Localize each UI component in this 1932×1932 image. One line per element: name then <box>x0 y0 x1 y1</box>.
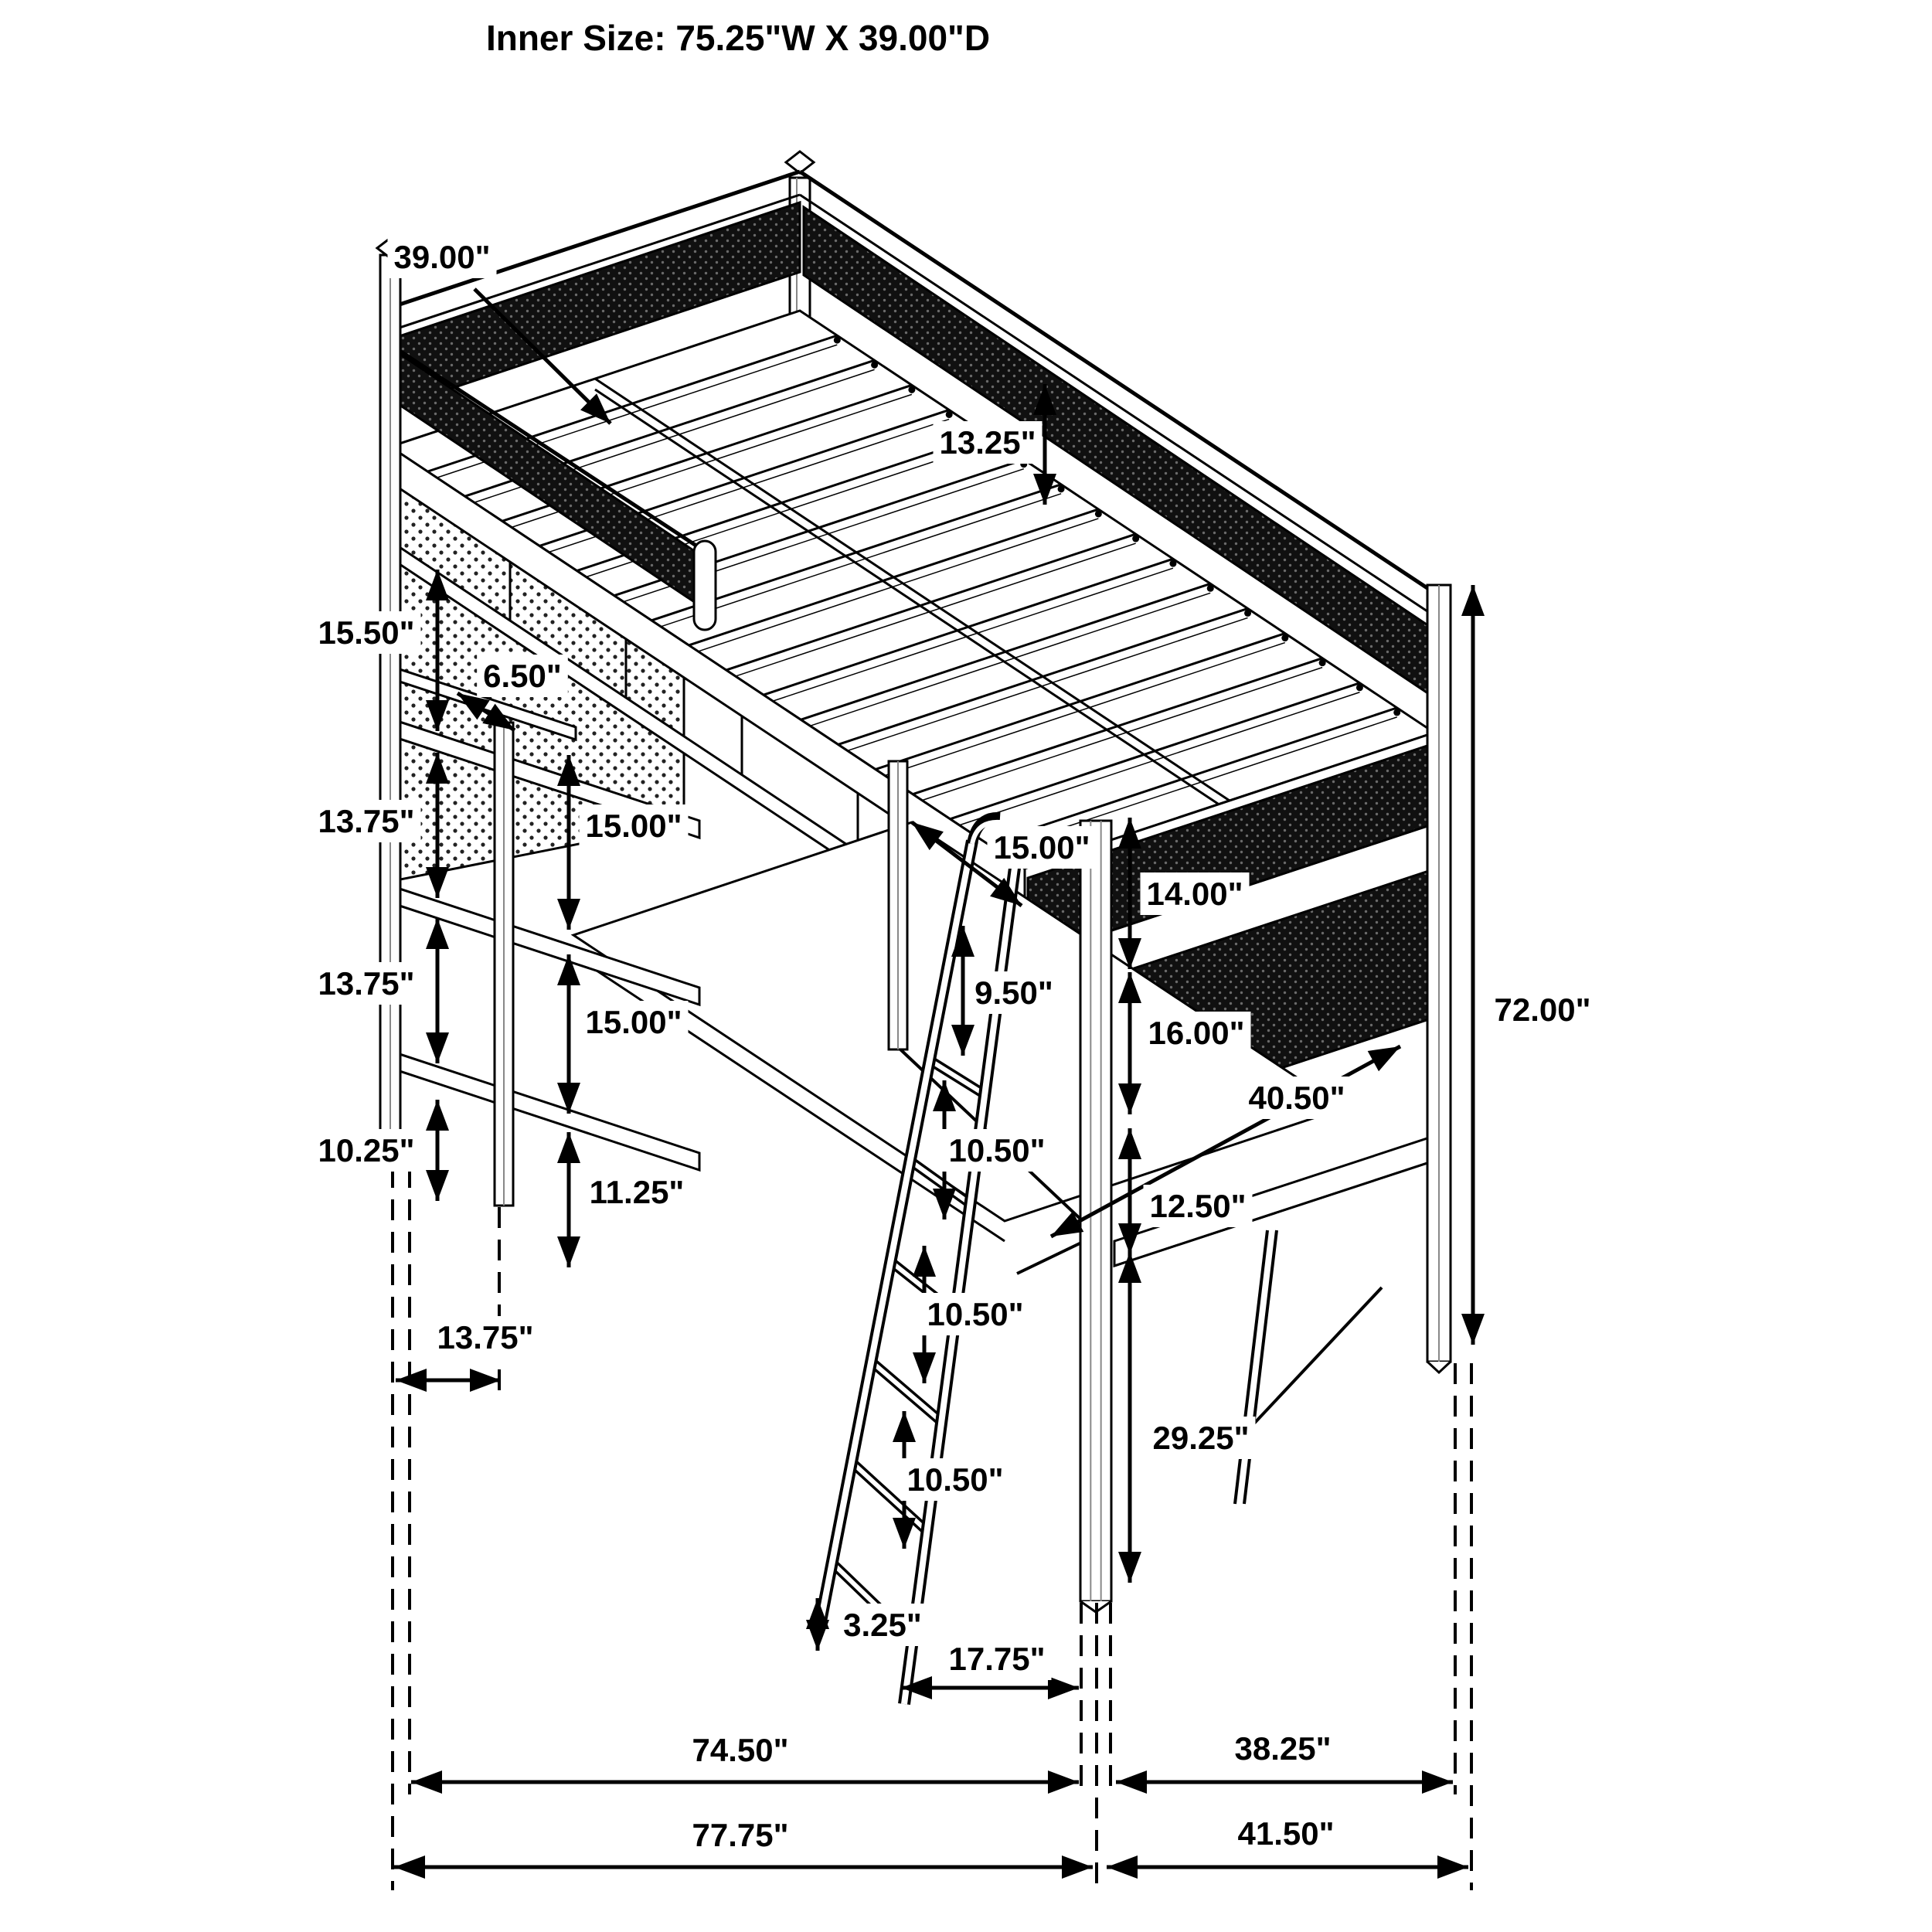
dimension-label-desk-clearance-upper: 15.00" <box>585 808 682 844</box>
dimension-label-panel-to-desk-gap: 12.50" <box>1149 1188 1247 1224</box>
dimension-label-guardrail-height: 13.25" <box>939 424 1036 461</box>
dimension-label-shelf-width: 13.75" <box>437 1319 534 1355</box>
dimension-bed-section-inner-length <box>411 1729 1079 1782</box>
dimension-label-bed-section-overall-length: 77.75" <box>692 1817 789 1853</box>
dimension-label-overall-height: 72.00" <box>1494 992 1591 1028</box>
dimension-label-desk-clearance-lower: 15.00" <box>585 1004 682 1040</box>
dimension-label-rung-gap-3: 10.50" <box>906 1461 1004 1498</box>
dimension-label-post-to-panel: 14.00" <box>1146 876 1243 912</box>
dimension-label-desk-section-overall-length: 41.50" <box>1237 1815 1335 1852</box>
dimension-desk-section-overall-length <box>1107 1812 1468 1867</box>
dimension-label-rung-gap-2: 10.50" <box>927 1296 1024 1332</box>
dimension-label-desk-height: 29.25" <box>1152 1420 1250 1456</box>
dimension-shelf-width <box>396 1316 540 1380</box>
dimension-shelf2-to-shelf3-gap <box>311 918 437 1063</box>
dimension-label-ladder-top-offset: 15.00" <box>993 829 1090 866</box>
dimension-shelf3-to-bottom-gap <box>311 1100 437 1201</box>
dimension-rung-gap-2 <box>920 1246 1029 1383</box>
dimension-bed-section-overall-length <box>394 1814 1093 1867</box>
diagram-title: Inner Size: 75.25"W X 39.00"D <box>485 18 991 58</box>
dimension-label-rung-gap-1: 10.50" <box>948 1132 1046 1168</box>
dimension-label-panel-height: 16.00" <box>1148 1015 1245 1051</box>
dimension-ladder-bottom-gap <box>818 1598 928 1651</box>
dimension-label-shelf1-to-shelf2-gap: 13.75" <box>318 803 415 839</box>
dimension-label-ladder-foot-offset: 17.75" <box>948 1641 1046 1677</box>
dimension-label-desk-diagonal-width: 40.50" <box>1248 1080 1345 1116</box>
dimension-desk-section-inner-length <box>1116 1727 1453 1782</box>
dimension-overall-height <box>1473 585 1597 1345</box>
dimension-label-rung-gap-top: 9.50" <box>975 975 1053 1011</box>
dimension-label-ladder-bottom-gap: 3.25" <box>843 1607 922 1643</box>
dimension-label-inner-depth: 39.00" <box>393 239 491 275</box>
dimension-label-shelf2-to-shelf3-gap: 13.75" <box>318 965 415 1002</box>
dimension-label-desk-section-inner-length: 38.25" <box>1234 1730 1332 1767</box>
dimension-desk-height <box>1130 1252 1256 1583</box>
dimension-label-shelf3-to-bottom-gap: 10.25" <box>318 1132 415 1168</box>
dimension-label-shelf-ledge-depth: 6.50" <box>483 658 562 694</box>
dimension-label-frame-to-shelf1-gap: 15.50" <box>318 614 415 651</box>
dimension-label-lower-shelf-gap: 11.25" <box>589 1174 685 1210</box>
dimension-label-bed-section-inner-length: 74.50" <box>692 1732 789 1768</box>
